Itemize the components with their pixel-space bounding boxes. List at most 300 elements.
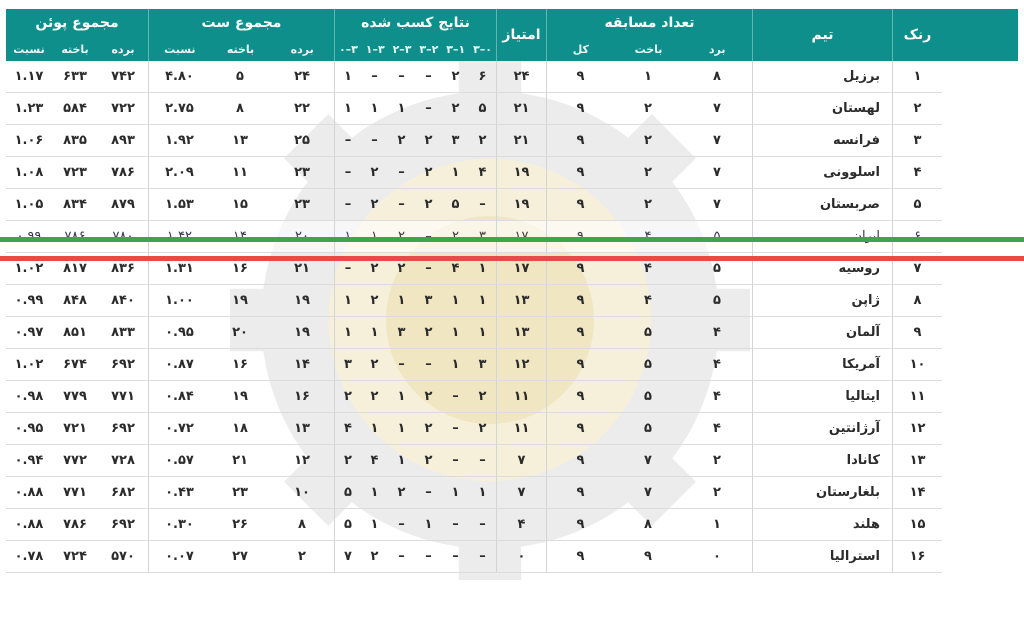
result-3-2-cell: ۲ xyxy=(415,317,442,349)
result-3-0-cell: – xyxy=(469,445,496,477)
rank-cell: ۱ xyxy=(892,61,942,93)
points-cell: ۱۱ xyxy=(496,381,546,413)
rank-cell: ۱۵ xyxy=(892,509,942,541)
points-ratio-cell: ۰.۹۷ xyxy=(6,317,52,349)
matches-total-cell: ۹ xyxy=(546,253,614,285)
result-0-3-cell: – xyxy=(334,189,361,221)
result-3-1-cell: ۲ xyxy=(442,93,469,125)
result-2-3-cell: ۲ xyxy=(388,253,415,285)
matches-total-cell: ۹ xyxy=(546,157,614,189)
table-row xyxy=(6,477,1018,509)
matches-total-cell: ۹ xyxy=(546,125,614,157)
result-3-0-cell: ۳ xyxy=(469,349,496,381)
points-cell: ۱۲ xyxy=(496,349,546,381)
result-3-1-cell: ۲ xyxy=(442,61,469,93)
standings-table xyxy=(6,9,1018,573)
points-cell: ۱۳ xyxy=(496,285,546,317)
points-won-cell: ۷۲۲ xyxy=(98,93,148,125)
header-result-3-1: ۳–۱ xyxy=(446,42,466,56)
points-ratio-cell: ۰.۹۹ xyxy=(6,285,52,317)
sets-lost-cell: ۵ xyxy=(210,61,270,93)
result-2-3-cell: ۱ xyxy=(388,381,415,413)
sets-won-cell: ۱۲ xyxy=(270,445,334,477)
sets-won-cell: ۱۹ xyxy=(270,317,334,349)
header-points-ratio: نسبت xyxy=(13,42,45,56)
result-3-1-cell: ۱ xyxy=(442,157,469,189)
matches-total-cell: ۹ xyxy=(546,541,614,573)
points-cell: ۱۹ xyxy=(496,189,546,221)
header-sets-group xyxy=(148,9,334,61)
matches-win-cell: ۲ xyxy=(682,445,752,477)
sets-lost-cell: ۲۳ xyxy=(210,477,270,509)
header-result-0-3: ۰–۳ xyxy=(338,42,358,56)
sets-won-cell: ۸ xyxy=(270,509,334,541)
result-3-1-cell: – xyxy=(442,445,469,477)
result-3-2-cell: – xyxy=(415,93,442,125)
result-3-0-cell: ۲ xyxy=(469,381,496,413)
sets-lost-cell: ۱۹ xyxy=(210,381,270,413)
result-3-2-cell: ۳ xyxy=(415,285,442,317)
table-header xyxy=(6,9,1018,61)
result-3-0-cell: ۱ xyxy=(469,253,496,285)
sets-won-cell: ۱۴ xyxy=(270,349,334,381)
rank-cell: ۱۳ xyxy=(892,445,942,477)
result-1-3-cell: – xyxy=(361,125,388,157)
result-3-0-cell: ۱ xyxy=(469,285,496,317)
sets-ratio-cell: ۱.۳۱ xyxy=(148,253,210,285)
result-1-3-cell: ۲ xyxy=(361,541,388,573)
table-row xyxy=(6,509,1018,541)
matches-loss-cell: ۵ xyxy=(614,317,682,349)
table-row xyxy=(6,317,1018,349)
sets-ratio-cell: ۱.۰۰ xyxy=(148,285,210,317)
rank-cell: ۵ xyxy=(892,189,942,221)
result-3-2-cell: ۲ xyxy=(415,413,442,445)
result-1-3-cell: ۴ xyxy=(361,445,388,477)
header-matches-win: برد xyxy=(708,42,726,56)
result-3-2-cell: – xyxy=(415,349,442,381)
team-name-cell: کانادا xyxy=(752,445,892,477)
points-won-cell: ۸۷۹ xyxy=(98,189,148,221)
points-ratio-cell: ۱.۰۵ xyxy=(6,189,52,221)
result-3-2-cell: ۱ xyxy=(415,509,442,541)
points-lost-cell: ۵۸۴ xyxy=(52,93,98,125)
result-3-2-cell: ۲ xyxy=(415,189,442,221)
matches-total-cell: ۹ xyxy=(546,445,614,477)
result-3-2-cell: – xyxy=(415,61,442,93)
matches-total-cell: ۹ xyxy=(546,349,614,381)
sets-lost-cell: ۱۶ xyxy=(210,349,270,381)
matches-total-cell: ۹ xyxy=(546,61,614,93)
matches-win-cell: ۲ xyxy=(682,477,752,509)
points-won-cell: ۸۳۶ xyxy=(98,253,148,285)
matches-total-cell: ۹ xyxy=(546,189,614,221)
matches-loss-cell: ۲ xyxy=(614,157,682,189)
matches-total-cell: ۹ xyxy=(546,317,614,349)
team-name-cell: بلغارستان xyxy=(752,477,892,509)
points-lost-cell: ۶۳۳ xyxy=(52,61,98,93)
matches-win-cell: ۴ xyxy=(682,381,752,413)
matches-win-cell: ۱ xyxy=(682,509,752,541)
points-lost-cell: ۶۷۴ xyxy=(52,349,98,381)
team-name-cell: اسلوونی xyxy=(752,157,892,189)
result-3-1-cell: ۳ xyxy=(442,125,469,157)
header-results-group xyxy=(334,9,496,61)
rank-cell: ۱۴ xyxy=(892,477,942,509)
sets-lost-cell: ۸ xyxy=(210,93,270,125)
sets-ratio-cell: ۰.۴۳ xyxy=(148,477,210,509)
points-ratio-cell: ۰.۷۸ xyxy=(6,541,52,573)
result-0-3-cell: – xyxy=(334,157,361,189)
result-2-3-cell: ۱ xyxy=(388,93,415,125)
result-0-3-cell: ۱ xyxy=(334,317,361,349)
sets-ratio-cell: ۱.۵۳ xyxy=(148,189,210,221)
sets-ratio-cell: ۰.۸۷ xyxy=(148,349,210,381)
matches-loss-cell: ۵ xyxy=(614,349,682,381)
points-won-cell: ۶۸۲ xyxy=(98,477,148,509)
sets-lost-cell: ۲۰ xyxy=(210,317,270,349)
table-row xyxy=(6,541,1018,573)
sets-ratio-cell: ۰.۵۷ xyxy=(148,445,210,477)
points-won-cell: ۷۷۱ xyxy=(98,381,148,413)
sets-lost-cell: ۱۵ xyxy=(210,189,270,221)
result-3-0-cell: ۵ xyxy=(469,93,496,125)
result-3-2-cell: – xyxy=(415,253,442,285)
points-lost-cell: ۷۲۱ xyxy=(52,413,98,445)
matches-total-cell: ۹ xyxy=(546,509,614,541)
result-3-2-cell: ۲ xyxy=(415,125,442,157)
result-1-3-cell: ۲ xyxy=(361,157,388,189)
sets-ratio-cell: ۲.۰۹ xyxy=(148,157,210,189)
header-result-1-3: ۱–۳ xyxy=(365,42,385,56)
points-lost-cell: ۷۷۱ xyxy=(52,477,98,509)
points-ratio-cell: ۰.۹۸ xyxy=(6,381,52,413)
team-name-cell: فرانسه xyxy=(752,125,892,157)
points-lost-cell: ۸۱۷ xyxy=(52,253,98,285)
rank-cell: ۲ xyxy=(892,93,942,125)
points-cell: ۲۱ xyxy=(496,125,546,157)
matches-loss-cell: ۵ xyxy=(614,381,682,413)
result-3-0-cell: ۱ xyxy=(469,477,496,509)
points-ratio-cell: ۰.۸۸ xyxy=(6,477,52,509)
result-3-0-cell: ۴ xyxy=(469,157,496,189)
table-row xyxy=(6,157,1018,189)
result-2-3-cell: ۱ xyxy=(388,285,415,317)
result-3-0-cell: – xyxy=(469,541,496,573)
result-1-3-cell: ۲ xyxy=(361,285,388,317)
matches-win-cell: ۵ xyxy=(682,253,752,285)
result-3-2-cell: – xyxy=(415,541,442,573)
points-cell: ۷ xyxy=(496,445,546,477)
matches-loss-cell: ۵ xyxy=(614,413,682,445)
table-row xyxy=(6,189,1018,221)
team-name-cell: آمریکا xyxy=(752,349,892,381)
points-won-cell: ۸۳۳ xyxy=(98,317,148,349)
table-row xyxy=(6,445,1018,477)
result-3-2-cell: – xyxy=(415,477,442,509)
header-points-group xyxy=(6,9,148,61)
result-3-1-cell: ۴ xyxy=(442,253,469,285)
points-ratio-cell: ۱.۲۳ xyxy=(6,93,52,125)
points-lost-cell: ۸۴۸ xyxy=(52,285,98,317)
team-name-cell: ژاپن xyxy=(752,285,892,317)
result-3-2-cell: ۲ xyxy=(415,445,442,477)
header-matches-title: تعداد مسابقه xyxy=(604,15,695,31)
points-lost-cell: ۸۵۱ xyxy=(52,317,98,349)
sets-lost-cell: ۲۶ xyxy=(210,509,270,541)
result-1-3-cell: ۱ xyxy=(361,317,388,349)
rank-cell: ۷ xyxy=(892,253,942,285)
sets-ratio-cell: ۰.۳۰ xyxy=(148,509,210,541)
matches-loss-cell: ۹ xyxy=(614,541,682,573)
result-1-3-cell: ۱ xyxy=(361,93,388,125)
result-2-3-cell: – xyxy=(388,509,415,541)
result-2-3-cell: – xyxy=(388,157,415,189)
team-name-cell: صربستان xyxy=(752,189,892,221)
sets-won-cell: ۲ xyxy=(270,541,334,573)
points-won-cell: ۶۹۲ xyxy=(98,413,148,445)
header-result-3-0: ۳–۰ xyxy=(473,42,493,56)
points-cell: ۴ xyxy=(496,509,546,541)
matches-loss-cell: ۲ xyxy=(614,189,682,221)
table-row xyxy=(6,93,1018,125)
result-3-1-cell: ۱ xyxy=(442,349,469,381)
result-3-1-cell: – xyxy=(442,541,469,573)
points-lost-cell: ۷۸۶ xyxy=(52,509,98,541)
matches-win-cell: ۵ xyxy=(682,285,752,317)
rank-cell: ۱۰ xyxy=(892,349,942,381)
matches-win-cell: ۷ xyxy=(682,189,752,221)
result-0-3-cell: – xyxy=(334,125,361,157)
result-2-3-cell: – xyxy=(388,349,415,381)
rank-cell: ۱۲ xyxy=(892,413,942,445)
points-cell: ۰ xyxy=(496,541,546,573)
red-stripe xyxy=(0,256,1024,261)
result-0-3-cell: ۲ xyxy=(334,445,361,477)
points-cell: ۱۳ xyxy=(496,317,546,349)
points-cell: ۲۱ xyxy=(496,93,546,125)
header-result-3-2: ۳–۲ xyxy=(419,42,439,56)
team-name-cell: لهستان xyxy=(752,93,892,125)
points-ratio-cell: ۱.۰۲ xyxy=(6,349,52,381)
result-3-0-cell: ۲ xyxy=(469,125,496,157)
points-won-cell: ۵۷۰ xyxy=(98,541,148,573)
header-team: تیم xyxy=(752,9,892,61)
matches-win-cell: ۴ xyxy=(682,413,752,445)
team-name-cell: استرالیا xyxy=(752,541,892,573)
table-row xyxy=(6,61,1018,93)
result-1-3-cell: ۲ xyxy=(361,189,388,221)
points-cell: ۲۴ xyxy=(496,61,546,93)
result-0-3-cell: ۲ xyxy=(334,381,361,413)
points-ratio-cell: ۰.۹۵ xyxy=(6,413,52,445)
points-ratio-cell: ۱.۰۶ xyxy=(6,125,52,157)
points-won-cell: ۶۹۲ xyxy=(98,509,148,541)
team-name-cell: آلمان xyxy=(752,317,892,349)
points-lost-cell: ۷۲۴ xyxy=(52,541,98,573)
rank-cell: ۱۱ xyxy=(892,381,942,413)
result-0-3-cell: ۳ xyxy=(334,349,361,381)
result-2-3-cell: – xyxy=(388,189,415,221)
points-ratio-cell: ۱.۰۸ xyxy=(6,157,52,189)
points-cell: ۱۹ xyxy=(496,157,546,189)
rank-cell: ۸ xyxy=(892,285,942,317)
points-ratio-cell: ۱.۱۷ xyxy=(6,61,52,93)
matches-loss-cell: ۱ xyxy=(614,61,682,93)
sets-won-cell: ۲۴ xyxy=(270,61,334,93)
result-2-3-cell: – xyxy=(388,541,415,573)
points-lost-cell: ۷۷۹ xyxy=(52,381,98,413)
points-won-cell: ۷۸۶ xyxy=(98,157,148,189)
matches-loss-cell: ۲ xyxy=(614,125,682,157)
result-3-0-cell: – xyxy=(469,509,496,541)
matches-total-cell: ۹ xyxy=(546,285,614,317)
sets-lost-cell: ۱۳ xyxy=(210,125,270,157)
header-points-title: مجموع پوئن xyxy=(35,15,119,31)
matches-win-cell: ۷ xyxy=(682,93,752,125)
result-2-3-cell: ۱ xyxy=(388,445,415,477)
result-3-2-cell: ۲ xyxy=(415,157,442,189)
result-0-3-cell: ۱ xyxy=(334,285,361,317)
header-points-won: برده xyxy=(111,42,135,56)
result-3-0-cell: – xyxy=(469,189,496,221)
header-sets-won: برده xyxy=(290,42,314,56)
sets-ratio-cell: ۰.۷۲ xyxy=(148,413,210,445)
result-0-3-cell: ۴ xyxy=(334,413,361,445)
result-3-1-cell: – xyxy=(442,509,469,541)
result-0-3-cell: ۱ xyxy=(334,61,361,93)
green-stripe xyxy=(0,237,1024,242)
points-lost-cell: ۷۷۲ xyxy=(52,445,98,477)
points-lost-cell: ۸۳۴ xyxy=(52,189,98,221)
header-matches-loss: باخت xyxy=(634,42,663,56)
table-row xyxy=(6,349,1018,381)
sets-lost-cell: ۱۹ xyxy=(210,285,270,317)
result-3-1-cell: ۱ xyxy=(442,317,469,349)
result-3-0-cell: ۱ xyxy=(469,317,496,349)
points-won-cell: ۸۹۳ xyxy=(98,125,148,157)
result-3-0-cell: ۶ xyxy=(469,61,496,93)
points-lost-cell: ۸۳۵ xyxy=(52,125,98,157)
matches-win-cell: ۷ xyxy=(682,157,752,189)
matches-loss-cell: ۲ xyxy=(614,93,682,125)
header-rank: رنک xyxy=(892,9,942,61)
matches-loss-cell: ۴ xyxy=(614,253,682,285)
sets-won-cell: ۲۳ xyxy=(270,189,334,221)
header-matches-total: کل xyxy=(572,42,589,56)
result-1-3-cell: ۱ xyxy=(361,509,388,541)
matches-total-cell: ۹ xyxy=(546,477,614,509)
result-3-1-cell: – xyxy=(442,413,469,445)
sets-lost-cell: ۱۶ xyxy=(210,253,270,285)
matches-total-cell: ۹ xyxy=(546,413,614,445)
result-2-3-cell: – xyxy=(388,61,415,93)
result-1-3-cell: ۲ xyxy=(361,253,388,285)
table-row xyxy=(6,413,1018,445)
header-results-title: نتایج کسب شده xyxy=(361,15,470,31)
table-body xyxy=(6,61,1018,573)
points-lost-cell: ۷۲۳ xyxy=(52,157,98,189)
points-ratio-cell: ۰.۸۸ xyxy=(6,509,52,541)
team-name-cell: هلند xyxy=(752,509,892,541)
result-3-0-cell: ۲ xyxy=(469,413,496,445)
header-points: امتیاز xyxy=(496,9,546,61)
sets-won-cell: ۱۳ xyxy=(270,413,334,445)
sets-lost-cell: ۲۷ xyxy=(210,541,270,573)
matches-loss-cell: ۷ xyxy=(614,477,682,509)
sets-ratio-cell: ۴.۸۰ xyxy=(148,61,210,93)
team-name-cell: برزیل xyxy=(752,61,892,93)
result-0-3-cell: ۷ xyxy=(334,541,361,573)
rank-cell: ۴ xyxy=(892,157,942,189)
sets-won-cell: ۲۲ xyxy=(270,93,334,125)
points-won-cell: ۷۴۲ xyxy=(98,61,148,93)
result-0-3-cell: – xyxy=(334,253,361,285)
result-3-2-cell: ۲ xyxy=(415,381,442,413)
result-1-3-cell: ۱ xyxy=(361,413,388,445)
sets-won-cell: ۱۰ xyxy=(270,477,334,509)
result-1-3-cell: – xyxy=(361,61,388,93)
result-0-3-cell: ۵ xyxy=(334,477,361,509)
result-2-3-cell: ۳ xyxy=(388,317,415,349)
rank-cell: ۳ xyxy=(892,125,942,157)
matches-loss-cell: ۸ xyxy=(614,509,682,541)
result-1-3-cell: ۲ xyxy=(361,349,388,381)
table-row xyxy=(6,285,1018,317)
points-cell: ۱۱ xyxy=(496,413,546,445)
matches-total-cell: ۹ xyxy=(546,381,614,413)
sets-won-cell: ۲۵ xyxy=(270,125,334,157)
points-won-cell: ۸۴۰ xyxy=(98,285,148,317)
points-won-cell: ۷۲۸ xyxy=(98,445,148,477)
result-0-3-cell: ۱ xyxy=(334,93,361,125)
matches-win-cell: ۷ xyxy=(682,125,752,157)
result-3-1-cell: ۱ xyxy=(442,477,469,509)
sets-lost-cell: ۱۸ xyxy=(210,413,270,445)
team-name-cell: ایتالیا xyxy=(752,381,892,413)
sets-won-cell: ۱۹ xyxy=(270,285,334,317)
sets-ratio-cell: ۲.۷۵ xyxy=(148,93,210,125)
matches-total-cell: ۹ xyxy=(546,93,614,125)
result-3-1-cell: ۵ xyxy=(442,189,469,221)
result-2-3-cell: ۱ xyxy=(388,413,415,445)
matches-loss-cell: ۷ xyxy=(614,445,682,477)
result-2-3-cell: ۲ xyxy=(388,477,415,509)
points-cell: ۷ xyxy=(496,477,546,509)
result-1-3-cell: ۲ xyxy=(361,381,388,413)
sets-ratio-cell: ۱.۹۲ xyxy=(148,125,210,157)
matches-loss-cell: ۴ xyxy=(614,285,682,317)
header-sets-lost: باخته xyxy=(226,42,255,56)
points-won-cell: ۶۹۲ xyxy=(98,349,148,381)
header-sets-ratio: نسبت xyxy=(164,42,196,56)
sets-lost-cell: ۱۱ xyxy=(210,157,270,189)
sets-ratio-cell: ۰.۸۴ xyxy=(148,381,210,413)
rank-cell: ۹ xyxy=(892,317,942,349)
header-points-lost: باخته xyxy=(61,42,89,56)
result-3-1-cell: ۱ xyxy=(442,285,469,317)
points-ratio-cell: ۰.۹۴ xyxy=(6,445,52,477)
matches-win-cell: ۴ xyxy=(682,317,752,349)
rank-cell: ۱۶ xyxy=(892,541,942,573)
table-row xyxy=(6,125,1018,157)
result-3-1-cell: – xyxy=(442,381,469,413)
points-cell: ۱۷ xyxy=(496,253,546,285)
result-2-3-cell: ۲ xyxy=(388,125,415,157)
result-0-3-cell: ۵ xyxy=(334,509,361,541)
header-result-2-3: ۲–۳ xyxy=(392,42,412,56)
header-sets-title: مجموع ست xyxy=(201,15,282,31)
